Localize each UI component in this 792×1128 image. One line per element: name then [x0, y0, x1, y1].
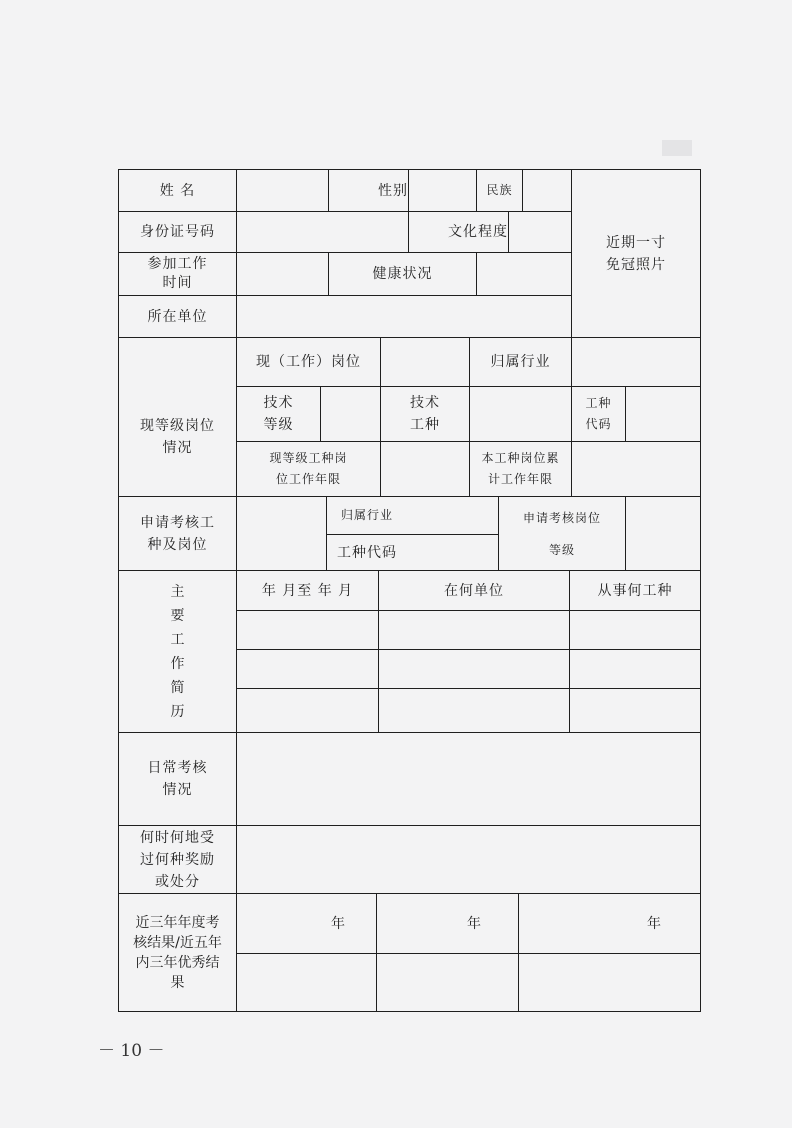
- employer-field[interactable]: [237, 296, 571, 337]
- current-position-label: 现（工作）岗位: [256, 354, 361, 370]
- tech-grade-label: 技术 等级: [263, 395, 294, 433]
- awards-label: 何时何地受 过何种奖励 或处分: [140, 829, 215, 890]
- tech-grade-field[interactable]: [321, 387, 380, 441]
- page-number: － 10 －: [98, 1041, 165, 1061]
- current-industry-field[interactable]: [572, 338, 700, 386]
- gender-label: 性别: [378, 182, 408, 199]
- health-field[interactable]: [477, 253, 571, 295]
- id-number-field[interactable]: [237, 212, 408, 252]
- gender-field[interactable]: [409, 170, 476, 211]
- trade-code-field[interactable]: [626, 387, 700, 441]
- years-in-grade-label: 现等级工种岗 位工作年限: [269, 451, 348, 486]
- years-in-trade-field[interactable]: [572, 442, 700, 496]
- tech-trade-label: 技术 工种: [410, 395, 440, 433]
- assessment-year-label-1: 年: [331, 915, 346, 932]
- trade-code-label: 工种 代码: [585, 396, 612, 431]
- education-label: 文化程度: [448, 224, 508, 240]
- daily-assessment-field[interactable]: [237, 733, 700, 825]
- name-label: 姓 名: [159, 182, 196, 199]
- application-trade-code-label: 工种代码: [337, 544, 397, 561]
- current-industry-label: 归属行业: [490, 354, 551, 370]
- application-field[interactable]: [237, 497, 326, 570]
- awards-field[interactable]: [237, 826, 700, 893]
- resume-col-trade: 从事何工种: [597, 582, 673, 599]
- current-grade-section-label: 现等级岗位 情况: [140, 418, 215, 456]
- resume-col-period: 年 月至 年 月: [261, 582, 354, 599]
- application-section-label: 申请考核工 种及岗位: [140, 514, 215, 553]
- employer-label: 所在单位: [147, 308, 208, 325]
- current-position-field[interactable]: [381, 338, 469, 386]
- application-industry-label: 归属行业: [340, 508, 393, 522]
- daily-assessment-label: 日常考核 情况: [147, 760, 208, 798]
- work-start-field[interactable]: [237, 253, 328, 295]
- id-number-label: 身份证号码: [140, 224, 215, 240]
- health-label: 健康状况: [372, 266, 433, 282]
- ethnicity-field[interactable]: [523, 170, 571, 211]
- assessment-results-label: 近三年年度考 核结果/近五年 内三年优秀结 果: [133, 914, 222, 991]
- ethnicity-label: 民族: [486, 183, 513, 197]
- name-field[interactable]: [237, 170, 328, 211]
- work-start-label: 参加工作 时间: [147, 256, 208, 291]
- photo-box: 近期一寸 免冠照片: [606, 234, 666, 273]
- apply-grade-field[interactable]: [626, 497, 700, 570]
- assessment-year-label-3: 年: [647, 915, 662, 932]
- tech-trade-field[interactable]: [470, 387, 571, 441]
- resume-col-unit: 在何单位: [444, 582, 504, 599]
- apply-grade-label: 申请考核岗位 等级: [522, 510, 601, 557]
- application-trade-code-field[interactable]: [408, 535, 498, 570]
- application-industry-field[interactable]: [408, 497, 498, 534]
- years-in-trade-label: 本工种岗位累 计工作年限: [481, 451, 560, 486]
- years-in-grade-field[interactable]: [381, 442, 469, 496]
- scan-mark: [662, 140, 692, 156]
- resume-section-label: 主 要 工 作 简 历: [170, 583, 185, 720]
- assessment-year-label-2: 年: [467, 915, 482, 932]
- education-field[interactable]: [509, 212, 571, 252]
